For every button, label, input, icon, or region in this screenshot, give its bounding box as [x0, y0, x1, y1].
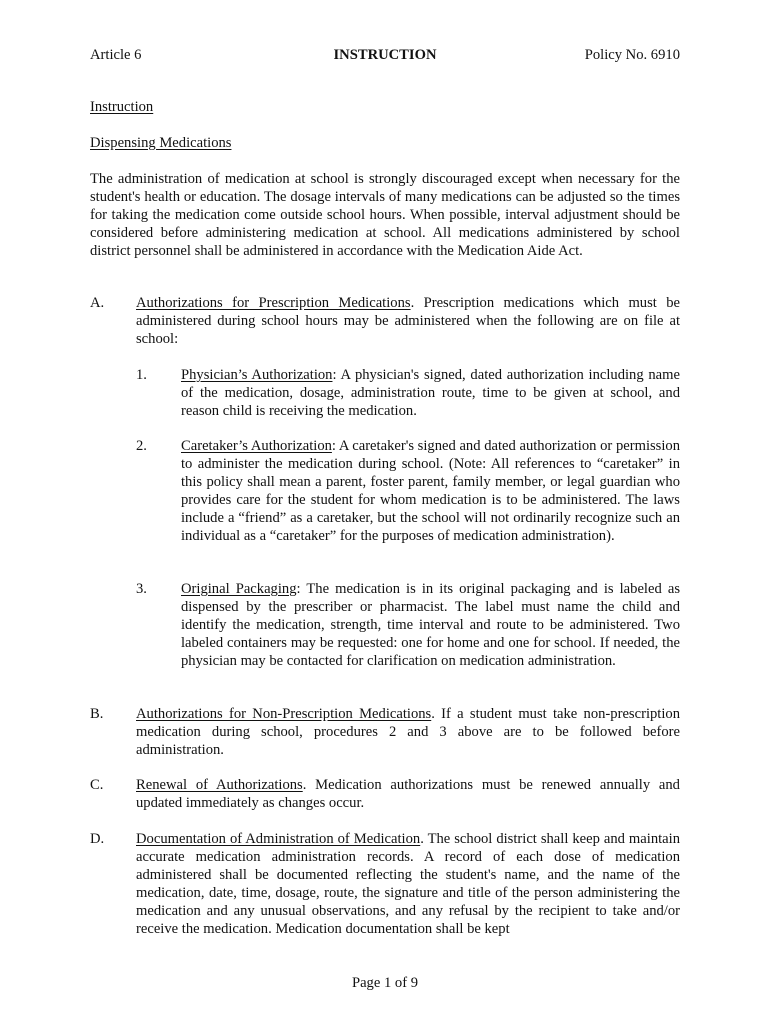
page-number: Page 1 of 9: [351, 975, 419, 991]
section-a-body: [136, 295, 680, 349]
section-a-label: A.: [90, 295, 105, 311]
section-d-title: Documentation of Administration of Medication: [136, 831, 421, 847]
intro-paragraph: The administration of medication at school is strongly discouraged except when necessary for the student's health or education. The dosage intervals of many medications can be adjusted so the times for taking the medication come outside school hours. When possible, interval adjustment should be considered before administering medication at school. All medications administered by school district personnel shall be administered in accordance with the Medication Aide Act.: [90, 171, 680, 259]
list-item-2: [136, 438, 680, 545]
list-item-1-title: Physician’s Authorization: [181, 367, 333, 383]
section-c-text: . Medication authorizations must be renewed annually and updated immediately as changes occur.: [136, 777, 680, 811]
list-item-3-body: [181, 581, 680, 671]
section-b-body: [136, 706, 680, 760]
list-item-1-text: : A physician's signed, dated authorization including name of the medication, dosage, administration route, time to be given at school, and reason child is receiving the medication.: [181, 367, 680, 419]
list-item-3: [136, 581, 680, 671]
subsection-heading: Dispensing Medications: [90, 135, 232, 151]
list-item-2-text: : A caretaker's signed and dated authorization or permission to administer the medication during school. (Note: All references to “caretaker” in this policy shall mean a parent, foster parent, family member, or legal guardian who provides care for the student for whom medication is to be administered. The laws include a “friend” as a caretaker, but the school will not ordinarily recognize such an individual as a “caretaker” for the purposes of medication administration).: [181, 438, 681, 544]
section-b-title: Authorizations for Non-Prescription Medications: [136, 706, 432, 722]
section-heading: Instruction: [90, 99, 154, 115]
section-b-text: . If a student must take non-prescription medication during school, procedures 2 and 3 above are to be followed before administration.: [136, 706, 681, 758]
list-item-1-number: 1.: [136, 367, 147, 383]
section-c-body: [136, 777, 680, 813]
section-c-label: C.: [90, 777, 104, 793]
section-a: [90, 295, 680, 349]
document-title: INSTRUCTION: [333, 47, 437, 63]
article-label: Article 6: [90, 47, 142, 63]
section-d: [90, 831, 680, 938]
section-c-title: Renewal of Authorizations: [136, 777, 303, 793]
list-item-2-body: [181, 438, 680, 545]
section-a-title: Authorizations for Prescription Medications: [136, 295, 411, 311]
list-item-3-text: : The medication is in its original packaging and is labeled as dispensed by the prescriber or pharmacist. The label must name the child and identify the medication, strength, time interval and route to be administered. Two labeled containers may be requested: one for home and one for school. If needed, the physician may be contacted for clarification on medication administration.: [181, 581, 680, 669]
list-item-3-number: 3.: [136, 581, 147, 597]
list-item-1-body: [181, 367, 680, 421]
section-c: [90, 777, 680, 813]
section-d-text: . The school district shall keep and maintain accurate medication administration records. A record of each dose of medication administered shall be documented reflecting the student's name, and the name of the medication, date, time, dosage, route, the signature and title of the person administering the medication and any unusual observations, and any refusal by the recipient to take and/or receive the medication. Medication documentation shall be kept: [136, 831, 680, 937]
list-item-3-title: Original Packaging: [181, 581, 297, 597]
section-a-text: . Prescription medications which must be administered during school hours may be administered when the following are on file at school:: [136, 295, 680, 347]
section-b: [90, 706, 680, 760]
list-item-2-number: 2.: [136, 438, 147, 454]
policy-number: Policy No. 6910: [584, 47, 680, 63]
section-d-label: D.: [90, 831, 105, 847]
section-d-body: [136, 831, 680, 938]
list-item-2-title: Caretaker’s Authorization: [181, 438, 332, 454]
list-item-1: [136, 367, 680, 421]
section-b-label: B.: [90, 706, 104, 722]
